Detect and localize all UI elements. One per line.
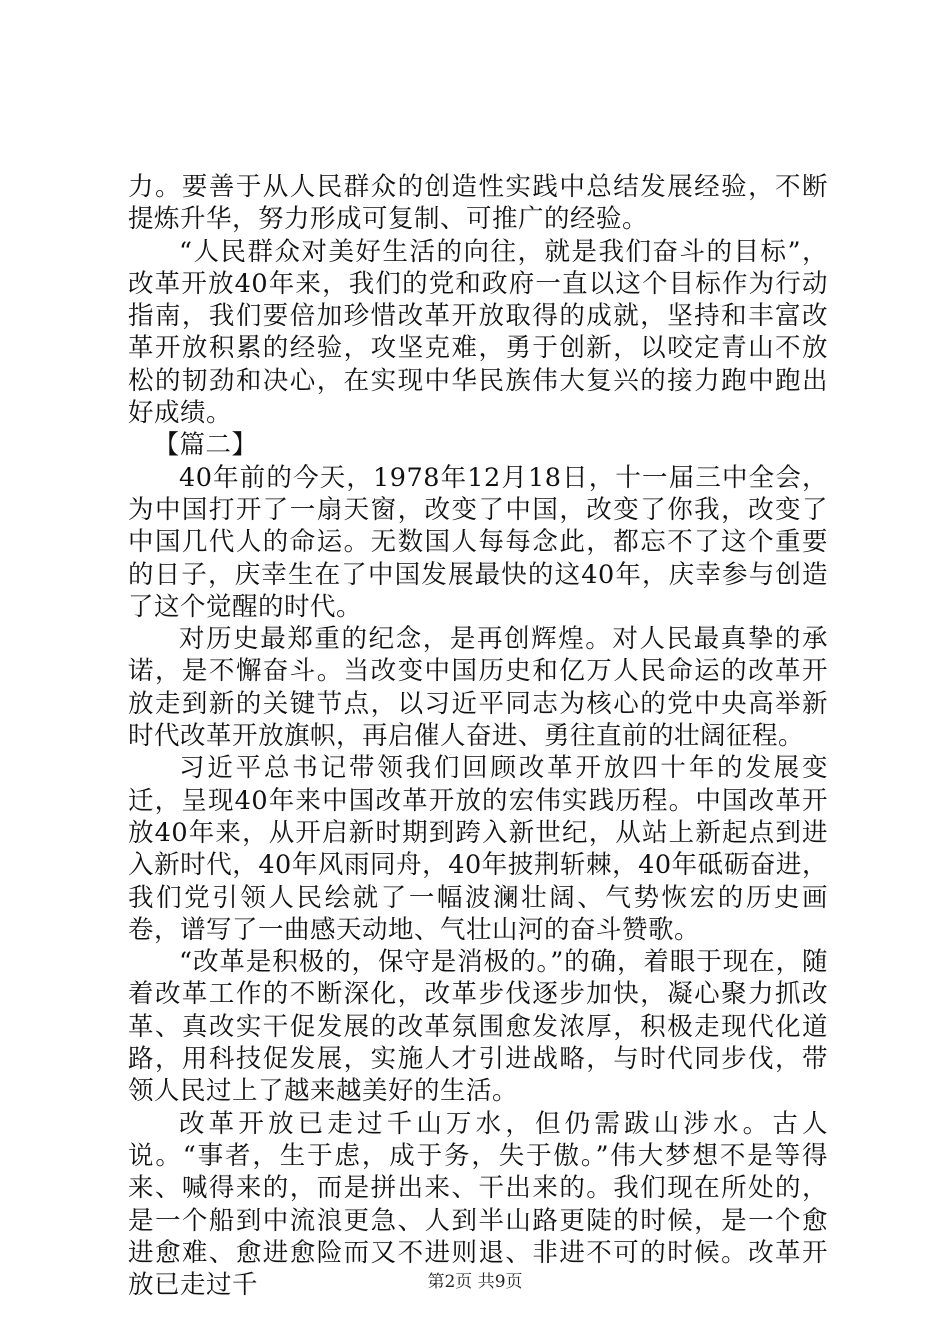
paragraph-review: 习近平总书记带领我们回顾改革开放四十年的发展变迁，呈现40年来中国改革开放的宏伟实践历程。中国改革开放40年来，从开启新时期到跨入新世纪，从站上新起点到进入新时代，40年风雨同舟，40年披荆斩棘，40年砥砺奋进，我们党引领人民绘就了一幅波澜壮阔、气势恢宏的历史画卷，谱写了一曲感天动地、气壮山河的奋斗赞歌。 [128,753,828,945]
section-heading: 【篇二】 [153,430,258,461]
paragraph-journey: 改革开放已走过千山万水，但仍需跋山涉水。古人说。“事者，生于虑，成于务，失于傲。”伟大梦想不是等得来、喊得来的，而是拼出来、干出来的。我们现在所处的，是一个船到中流浪更急、人到半山路更陡的时候，是一个愈进愈难、愈进愈险而又不进则退、非进不可的时候。改革开放已走过千 [128,1108,828,1301]
page-footer [0,1272,950,1292]
paragraph-continuation: 力。要善于从人民群众的创造性实践中总结发展经验，不断提炼升华，努力形成可复制、可推广的经验。 [128,172,828,235]
document-body [128,171,828,1301]
paragraph-goal: “人民群众对美好生活的向往，就是我们奋斗的目标”，改革开放40年来，我们的党和政府一直以这个目标作为行动指南，我们要倍加珍惜改革开放取得的成就，坚持和丰富改革开放积累的经验，攻坚克难，勇于创新，以咬定青山不放松的韧劲和决心，在实现中华民族伟大复兴的接力跑中跑出好成绩。 [128,236,828,429]
paragraph-commemoration: 对历史最郑重的纪念，是再创辉煌。对人民最真挚的承诺，是不懈奋斗。当改变中国历史和亿万人民命运的改革开放走到新的关键节点，以习近平同志为核心的党中央高举新时代改革开放旗帜，再启催人奋进、勇往直前的壮阔征程。 [128,624,828,752]
paragraph-reform-quote: “改革是积极的，保守是消极的。”的确，着眼于现在，随着改革工作的不断深化，改革步伐逐步加快，凝心聚力抓改革、真改实干促发展的改革氛围愈发浓厚，积极走现代化道路，用科技促发展，实施人才引进战略，与时代同步伐，带领人民过上了越来越美好的生活。 [128,947,828,1107]
paragraph-1978: 40年前的今天，1978年12月18日，十一届三中全会，为中国打开了一扇天窗，改变了中国，改变了你我，改变了中国几代人的命运。无数国人每每念此，都忘不了这个重要的日子，庆幸生在了中国发展最快的这40年，庆幸参与创造了这个觉醒的时代。 [128,462,828,622]
page-number: 第2页 共9页 [427,1272,523,1292]
